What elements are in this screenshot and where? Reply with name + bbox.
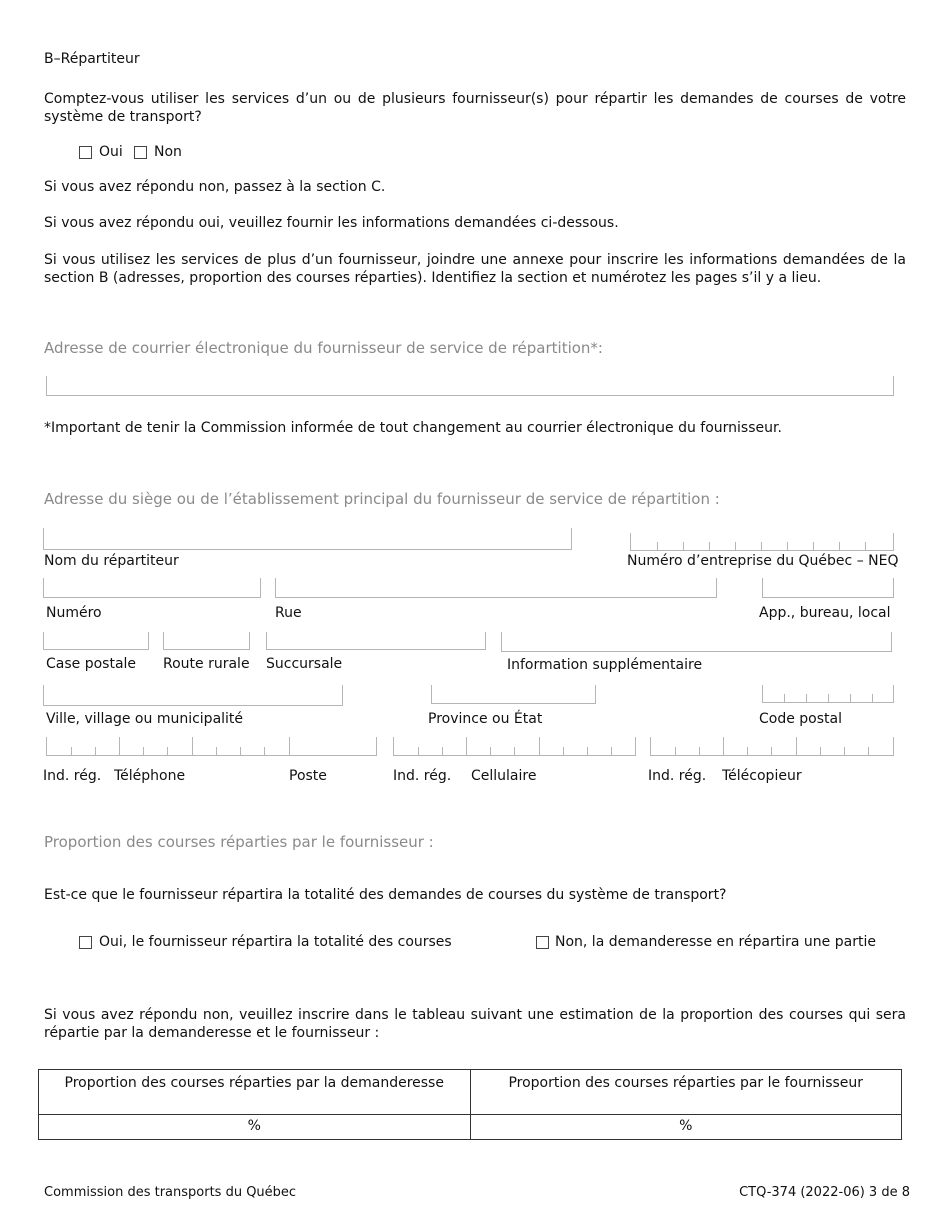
demanderesse-percent-cell[interactable]	[39, 1115, 471, 1140]
telecopieur-label: Télécopieur	[722, 768, 802, 784]
email-heading: Adresse de courrier électronique du fournisseur de service de répartition*:	[44, 339, 603, 357]
telephone-label: Téléphone	[114, 768, 186, 784]
section-title: B–Répartiteur	[44, 51, 140, 67]
app-label: App., bureau, local	[759, 605, 891, 621]
footer-org: Commission des transports du Québec	[44, 1185, 297, 1200]
if-no-text: Si vous avez répondu non, passez à la section C.	[44, 179, 386, 195]
rue-label: Rue	[275, 605, 302, 621]
route-rurale-label: Route rurale	[163, 656, 250, 672]
case-postale-label: Case postale	[46, 656, 137, 672]
question-totality: Est-ce que le fournisseur répartira la totalité des demandes de courses du système de transport?	[44, 887, 727, 903]
numero-field[interactable]	[43, 578, 261, 598]
if-no-estimate-text: Si vous avez répondu non, veuillez inscrire dans le tableau suivant une estimation de la proportion des courses qui sera répartie par la demanderesse et le fournisseur :	[44, 1007, 906, 1041]
footer-form-id: CTQ-374 (2022-06) 3 de 8	[739, 1185, 910, 1200]
app-field[interactable]	[762, 578, 894, 598]
province-field[interactable]	[431, 685, 596, 704]
if-yes-text: Si vous avez répondu oui, veuillez fournir les informations demandées ci-dessous.	[44, 215, 619, 231]
oui-checkbox[interactable]	[79, 146, 92, 159]
totality-yes-label: Oui, le fournisseur répartira la totalité des courses	[99, 934, 452, 950]
info-field[interactable]	[501, 632, 892, 652]
ind-reg-label-2: Ind. rég.	[393, 768, 452, 784]
multi-provider-text: Si vous utilisez les services de plus d’un fournisseur, joindre une annexe pour inscrire les informations demandées de la section B (adresses, proportion des courses réparties). Identifiez la section et numérotez les pages s’il y a lieu.	[44, 252, 906, 286]
succursale-field[interactable]	[266, 632, 486, 650]
telephone-field[interactable]	[46, 737, 377, 756]
numero-label: Numéro	[46, 605, 102, 621]
rue-field[interactable]	[275, 578, 717, 598]
code-postal-field[interactable]	[762, 685, 894, 703]
totality-yes-checkbox[interactable]	[79, 936, 92, 949]
nom-field[interactable]	[43, 528, 572, 550]
non-checkbox[interactable]	[134, 146, 147, 159]
neq-field[interactable]	[630, 533, 894, 551]
totality-no-label: Non, la demanderesse en répartira une partie	[555, 934, 876, 950]
email-field[interactable]	[46, 376, 894, 396]
nom-label: Nom du répartiteur	[44, 553, 179, 569]
non-label: Non	[154, 144, 182, 160]
cellulaire-label: Cellulaire	[471, 768, 537, 784]
ind-reg-label-1: Ind. rég.	[43, 768, 102, 784]
cellulaire-field[interactable]	[393, 737, 636, 756]
email-note: *Important de tenir la Commission informée de tout changement au courrier électronique du fournisseur.	[44, 420, 782, 436]
totality-no-checkbox[interactable]	[536, 936, 549, 949]
province-label: Province ou État	[428, 711, 543, 727]
table-header-fournisseur: Proportion des courses réparties par le fournisseur	[470, 1070, 902, 1115]
poste-label: Poste	[289, 768, 327, 784]
address-heading: Adresse du siège ou de l’établissement principal du fournisseur de service de répartition :	[44, 490, 720, 508]
table-header-demanderesse: Proportion des courses réparties par la demanderesse	[39, 1070, 471, 1115]
telecopieur-field[interactable]	[650, 737, 894, 756]
ind-reg-label-3: Ind. rég.	[648, 768, 707, 784]
code-postal-label: Code postal	[759, 711, 842, 727]
percent-sign: %	[247, 1118, 261, 1134]
succursale-label: Succursale	[266, 656, 343, 672]
route-rurale-field[interactable]	[163, 632, 250, 650]
fournisseur-percent-cell[interactable]	[470, 1115, 902, 1140]
ville-field[interactable]	[43, 685, 343, 706]
case-postale-field[interactable]	[43, 632, 149, 650]
neq-label: Numéro d’entreprise du Québec – NEQ	[627, 553, 899, 569]
proportion-heading: Proportion des courses réparties par le fournisseur :	[44, 833, 434, 851]
proportion-table	[38, 1069, 902, 1140]
percent-sign: %	[679, 1118, 693, 1134]
oui-label: Oui	[99, 144, 123, 160]
ville-label: Ville, village ou municipalité	[46, 711, 244, 727]
info-label: Information supplémentaire	[507, 657, 703, 673]
question-dispatch: Comptez-vous utiliser les services d’un ou de plusieurs fournisseur(s) pour répartir les demandes de courses de votre système de transport?	[44, 91, 906, 125]
